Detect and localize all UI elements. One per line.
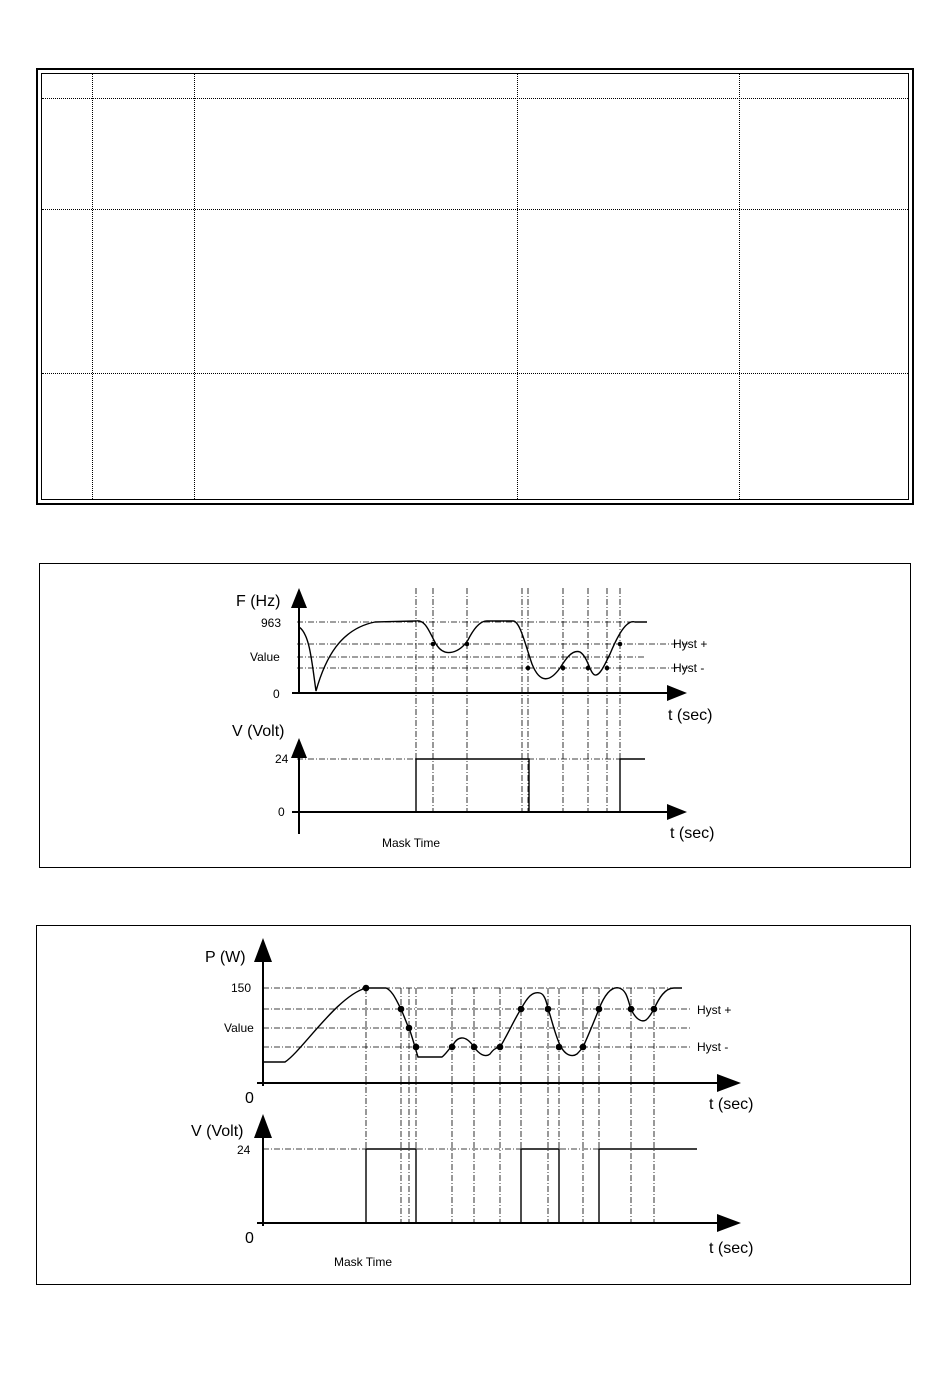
- hyst-minus-label: Hyst -: [697, 1040, 729, 1054]
- voltage-time-axis-label: t (sec): [709, 1240, 754, 1257]
- voltage-zero-tick: 0: [245, 1230, 254, 1247]
- voltage-signal: [299, 759, 645, 812]
- empty-table: [36, 68, 914, 505]
- axes: [257, 942, 737, 1226]
- voltage-high-tick: 24: [237, 1143, 251, 1157]
- power-zero-tick: 0: [245, 1090, 254, 1107]
- frequency-zero-tick: 0: [273, 687, 280, 701]
- voltage-zero-tick: 0: [278, 805, 285, 819]
- table-row-divider: [42, 209, 908, 210]
- table-col-divider: [517, 74, 518, 499]
- voltage-signal: [263, 1149, 697, 1223]
- hyst-minus-label: Hyst -: [673, 661, 705, 675]
- hyst-plus-label: Hyst +: [697, 1003, 732, 1017]
- reference-lines: [263, 988, 692, 1222]
- power-chart-panel: [36, 925, 911, 1285]
- power-max-tick: 150: [231, 981, 252, 995]
- power-crossings: [363, 985, 658, 1051]
- frequency-chart: [40, 564, 912, 869]
- table-col-divider: [194, 74, 195, 499]
- table-col-divider: [92, 74, 93, 499]
- frequency-time-axis-label: t (sec): [668, 707, 713, 724]
- hyst-plus-label: Hyst +: [673, 637, 708, 651]
- power-chart: [37, 926, 912, 1286]
- table-row-divider: [42, 373, 908, 374]
- voltage-axis-label: V (Volt): [191, 1123, 244, 1140]
- table-header-divider: [42, 98, 908, 99]
- mask-time-label: Mask Time: [382, 836, 441, 850]
- table-grid: [41, 73, 909, 500]
- power-curve: [263, 988, 682, 1062]
- power-axis-label: P (W): [205, 949, 246, 966]
- frequency-chart-panel: [39, 563, 911, 868]
- frequency-axis-label: F (Hz): [236, 593, 281, 610]
- frequency-value-tick: Value: [250, 650, 280, 664]
- frequency-max-tick: 963: [261, 616, 282, 630]
- power-time-axis-label: t (sec): [709, 1096, 754, 1113]
- voltage-time-axis-label: t (sec): [670, 825, 715, 842]
- voltage-axis-label: V (Volt): [232, 723, 285, 740]
- frequency-curve: [299, 621, 647, 691]
- table-col-divider: [739, 74, 740, 499]
- mask-time-label: Mask Time: [334, 1255, 393, 1269]
- power-value-tick: Value: [224, 1021, 254, 1035]
- voltage-high-tick: 24: [275, 752, 289, 766]
